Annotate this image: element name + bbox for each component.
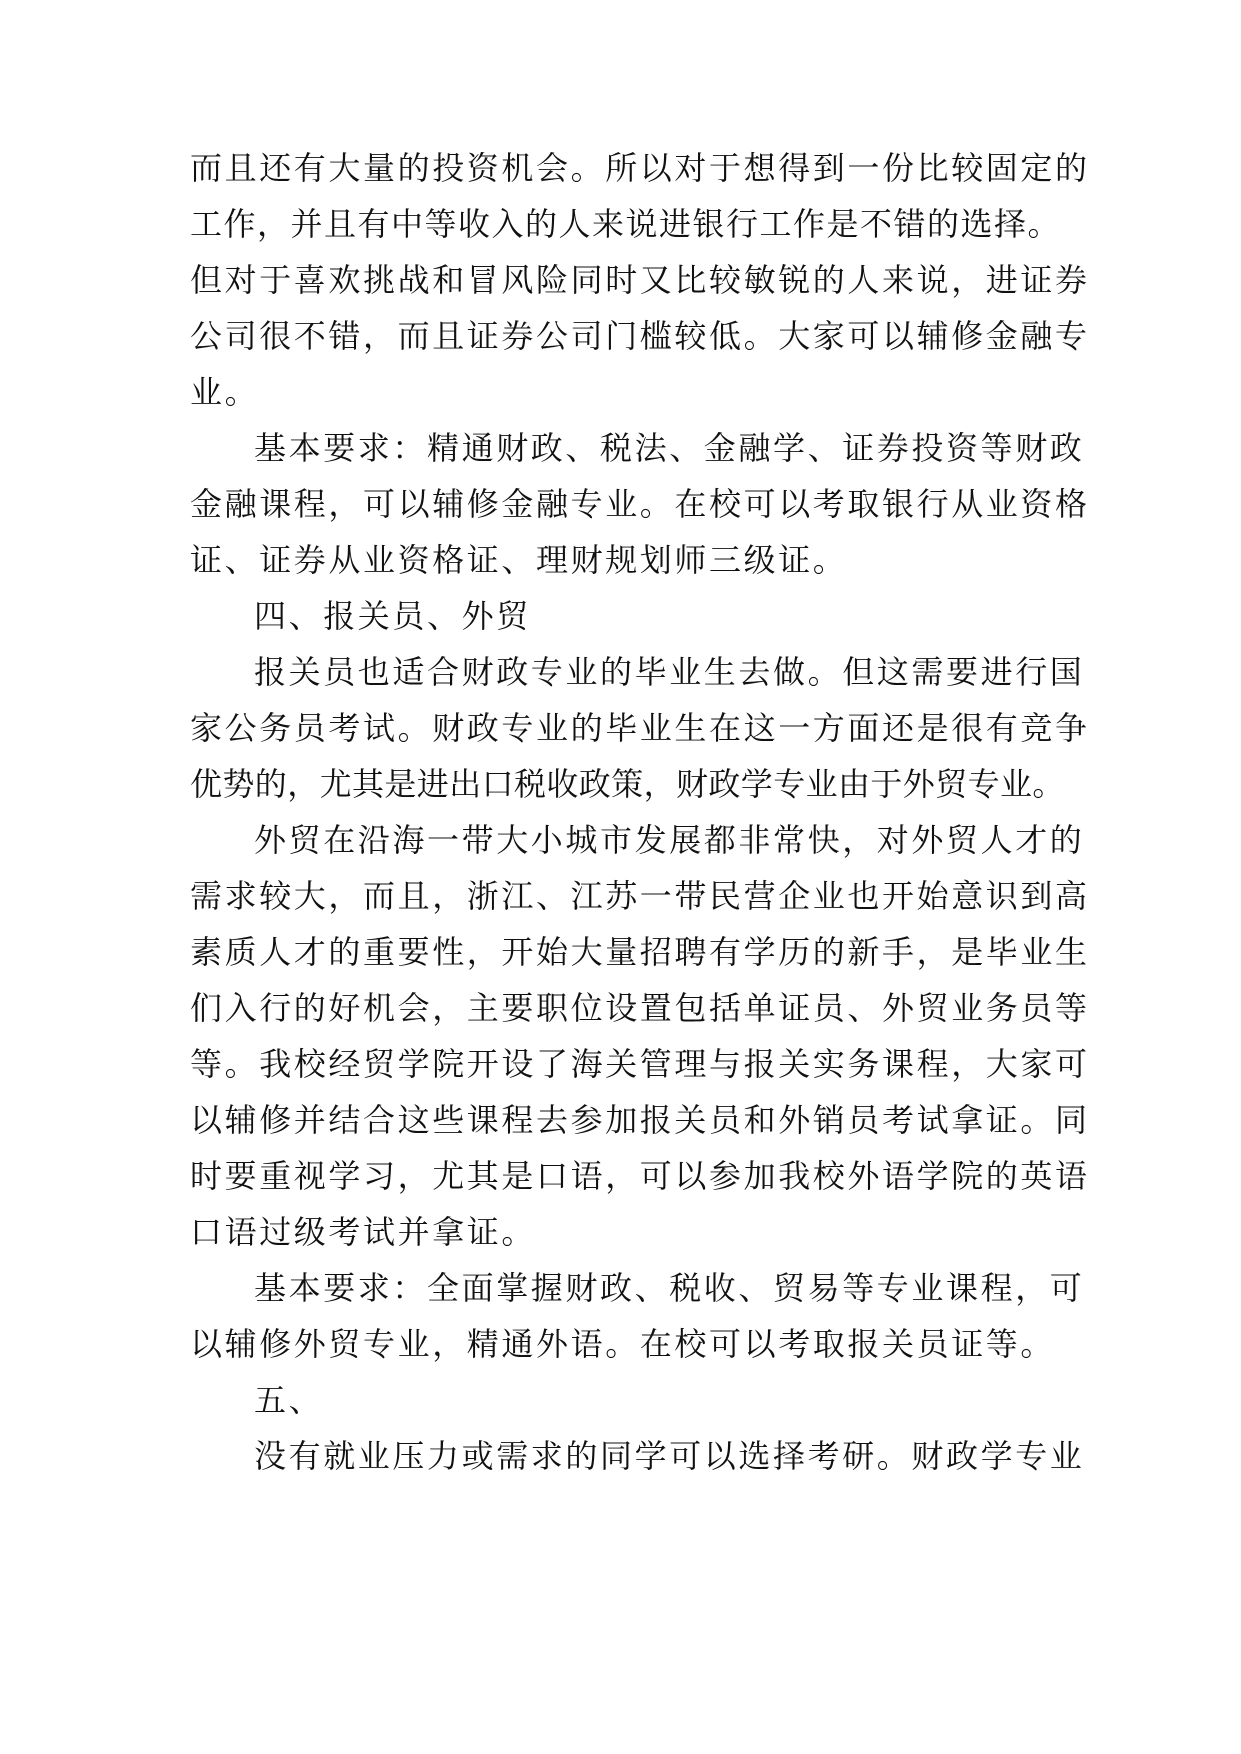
text-line: 口语过级考试并拿证。 — [190, 1213, 537, 1251]
text-line: 证、证券从业资格证、理财规划师三级证。 — [190, 541, 848, 579]
paragraph-first-line: 基本要求：精通财政、税法、金融学、证券投资等财政 — [254, 429, 1085, 467]
text-line: 以辅修外贸专业，精通外语。在校可以考取报关员证等。 — [190, 1325, 1056, 1363]
text-line: 们入行的好机会，主要职位设置包括单证员、外贸业务员等 — [190, 989, 1090, 1027]
text-line: 优势的，尤其是进出口税收政策，财政学专业由于外贸专业。 — [190, 765, 1065, 803]
paragraph-first-line: 报关员也适合财政专业的毕业生去做。但这需要进行国 — [254, 653, 1085, 691]
section-heading: 四、报关员、外贸 — [254, 597, 531, 635]
text-line: 时要重视学习，尤其是口语，可以参加我校外语学院的英语 — [190, 1157, 1090, 1195]
text-line: 金融课程，可以辅修金融专业。在校可以考取银行从业资格 — [190, 485, 1090, 523]
text-line: 素质人才的重要性，开始大量招聘有学历的新手，是毕业生 — [190, 933, 1090, 971]
text-line: 工作，并且有中等收入的人来说进银行工作是不错的选择。 — [190, 205, 1062, 243]
paragraph-first-line: 外贸在沿海一带大小城市发展都非常快，对外贸人才的 — [254, 821, 1085, 859]
text-line: 但对于喜欢挑战和冒风险同时又比较敏锐的人来说，进证券 — [190, 261, 1090, 299]
text-line: 家公务员考试。财政专业的毕业生在这一方面还是很有竞争 — [190, 709, 1090, 747]
paragraph-first-line: 没有就业压力或需求的同学可以选择考研。财政学专业 — [254, 1437, 1085, 1475]
text-line: 需求较大，而且，浙江、江苏一带民营企业也开始意识到高 — [190, 877, 1090, 915]
section-heading: 五、 — [254, 1381, 324, 1419]
paragraph-first-line: 基本要求：全面掌握财政、税收、贸易等专业课程，可 — [254, 1269, 1085, 1307]
text-line: 业。 — [190, 373, 260, 411]
text-line: 公司很不错，而且证券公司门槛较低。大家可以辅修金融专 — [190, 317, 1090, 355]
text-line: 等。我校经贸学院开设了海关管理与报关实务课程，大家可 — [190, 1045, 1090, 1083]
text-line: 而且还有大量的投资机会。所以对于想得到一份比较固定的 — [190, 149, 1090, 187]
text-line: 以辅修并结合这些课程去参加报关员和外销员考试拿证。同 — [190, 1101, 1090, 1139]
